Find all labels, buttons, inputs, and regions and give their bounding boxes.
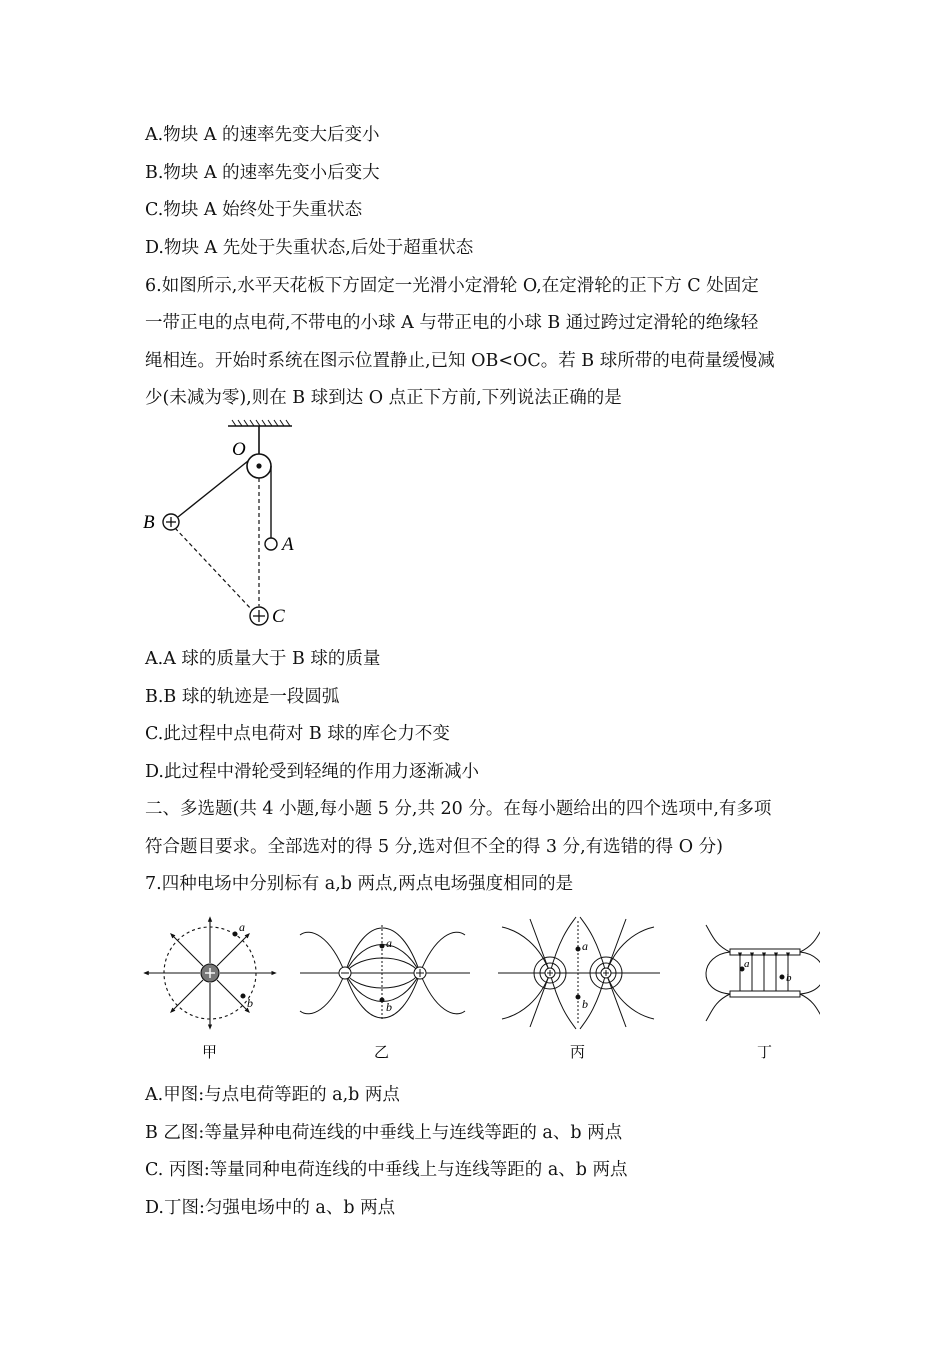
label-a: A bbox=[282, 534, 294, 555]
rope-to-b bbox=[178, 461, 248, 517]
ding-caption: 丁 bbox=[757, 1045, 773, 1061]
q5-option-b: B.物块 A 的速率先变小后变大 bbox=[145, 163, 380, 183]
q5-option-a: A.物块 A 的速率先变大后变小 bbox=[145, 125, 380, 145]
q7-option-a: A.甲图:与点电荷等距的 a,b 两点 bbox=[145, 1085, 400, 1105]
q7-option-c: C. 丙图:等量同种电荷连线的中垂线上与连线等距的 a、b 两点 bbox=[145, 1160, 628, 1180]
q6-option-c: C.此过程中点电荷对 B 球的库仑力不变 bbox=[145, 724, 450, 744]
bing-label-b: b bbox=[582, 997, 588, 1011]
yi-label-a: a bbox=[386, 936, 392, 950]
figure-yi bbox=[300, 925, 470, 1021]
figure-jia bbox=[146, 919, 274, 1027]
q7-field-figures bbox=[140, 915, 820, 1065]
q7-stem: 7.四种电场中分别标有 a,b 两点,两点电场强度相同的是 bbox=[145, 874, 574, 894]
jia-label-a: a bbox=[239, 920, 245, 934]
ding-label-b: b bbox=[786, 972, 792, 984]
q6-option-d: D.此过程中滑轮受到轻绳的作用力逐渐减小 bbox=[145, 762, 479, 782]
ding-label-a: a bbox=[744, 958, 750, 970]
q6-pulley-figure bbox=[140, 418, 310, 633]
ceiling bbox=[228, 420, 292, 426]
bing-caption: 丙 bbox=[570, 1045, 586, 1061]
figure-ding bbox=[706, 925, 820, 1021]
q5-option-c: C.物块 A 始终处于失重状态 bbox=[145, 200, 363, 220]
bing-label-a: a bbox=[582, 939, 588, 953]
q6-stem-line-2: 一带正电的点电荷,不带电的小球 A 与带正电的小球 B 通过跨过定滑轮的绝缘轻 bbox=[145, 313, 759, 333]
q6-option-b: B.B 球的轨迹是一段圆弧 bbox=[145, 687, 340, 707]
section2-heading-line-1: 二、多选题(共 4 小题,每小题 5 分,共 20 分。在每小题给出的四个选项中,有多项 bbox=[145, 799, 772, 819]
figure-bing bbox=[498, 917, 660, 1029]
q5-option-d: D.物块 A 先处于失重状态,后处于超重状态 bbox=[145, 238, 474, 258]
pulley-axle bbox=[256, 463, 261, 468]
label-c: C bbox=[272, 606, 285, 627]
section2-heading-line-2: 符合题目要求。全部选对的得 5 分,选对但不全的得 3 分,有选错的得 O 分) bbox=[145, 837, 723, 857]
ball-a bbox=[265, 538, 277, 550]
q6-stem-line-4: 少(未减为零),则在 B 球到达 O 点正下方前,下列说法正确的是 bbox=[145, 388, 622, 408]
yi-label-b: b bbox=[386, 1000, 392, 1014]
label-b: B bbox=[143, 512, 155, 533]
yi-caption: 乙 bbox=[374, 1045, 390, 1061]
q7-option-d: D.丁图:匀强电场中的 a、b 两点 bbox=[145, 1198, 396, 1218]
q7-option-b: B 乙图:等量异种电荷连线的中垂线上与连线等距的 a、b 两点 bbox=[145, 1123, 623, 1143]
label-o: O bbox=[232, 439, 246, 460]
jia-label-b: b bbox=[247, 996, 253, 1010]
q6-stem-line-3: 绳相连。开始时系统在图示位置静止,已知 OB<OC。若 B 球所带的电荷量缓慢减 bbox=[145, 351, 775, 371]
jia-caption: 甲 bbox=[202, 1045, 218, 1061]
q6-stem-line-1: 6.如图所示,水平天花板下方固定一光滑小定滑轮 O,在定滑轮的正下方 C 处固定 bbox=[145, 276, 759, 296]
dashed-bc bbox=[175, 528, 252, 610]
q6-option-a: A.A 球的质量大于 B 球的质量 bbox=[145, 649, 381, 669]
